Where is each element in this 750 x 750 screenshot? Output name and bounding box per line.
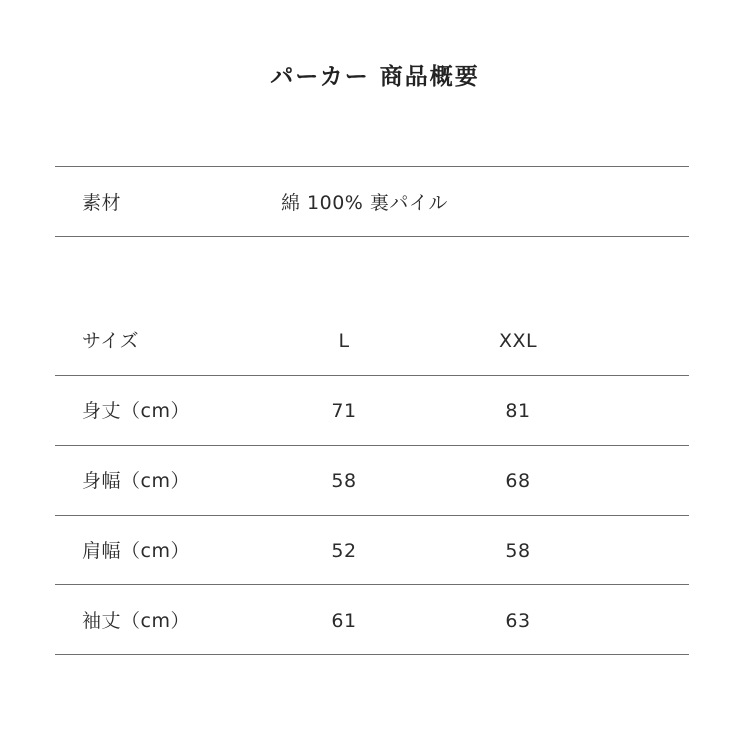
cell-value-l: 71 — [331, 400, 357, 422]
row-label: 身幅（cm） — [82, 470, 190, 492]
divider — [55, 654, 689, 655]
material-label: 素材 — [82, 192, 122, 214]
divider — [55, 515, 689, 516]
cell-value-xxl: 81 — [505, 400, 531, 422]
material-value: 綿 100% 裏パイル — [281, 192, 448, 214]
row-label: 身丈（cm） — [82, 400, 190, 422]
divider — [55, 375, 689, 376]
divider — [55, 445, 689, 446]
divider — [55, 584, 689, 585]
cell-value-l: 61 — [331, 610, 357, 632]
cell-value-xxl: 68 — [505, 470, 531, 492]
size-header-xxl: XXL — [498, 330, 538, 352]
size-header-l: L — [338, 330, 350, 352]
row-label: 袖丈（cm） — [82, 610, 190, 632]
cell-value-xxl: 58 — [505, 540, 531, 562]
cell-value-xxl: 63 — [505, 610, 531, 632]
row-label: 肩幅（cm） — [82, 540, 190, 562]
divider — [55, 166, 689, 167]
divider — [55, 236, 689, 237]
cell-value-l: 52 — [331, 540, 357, 562]
size-header-label: サイズ — [82, 330, 139, 352]
page-title: パーカー 商品概要 — [270, 64, 480, 90]
cell-value-l: 58 — [331, 470, 357, 492]
